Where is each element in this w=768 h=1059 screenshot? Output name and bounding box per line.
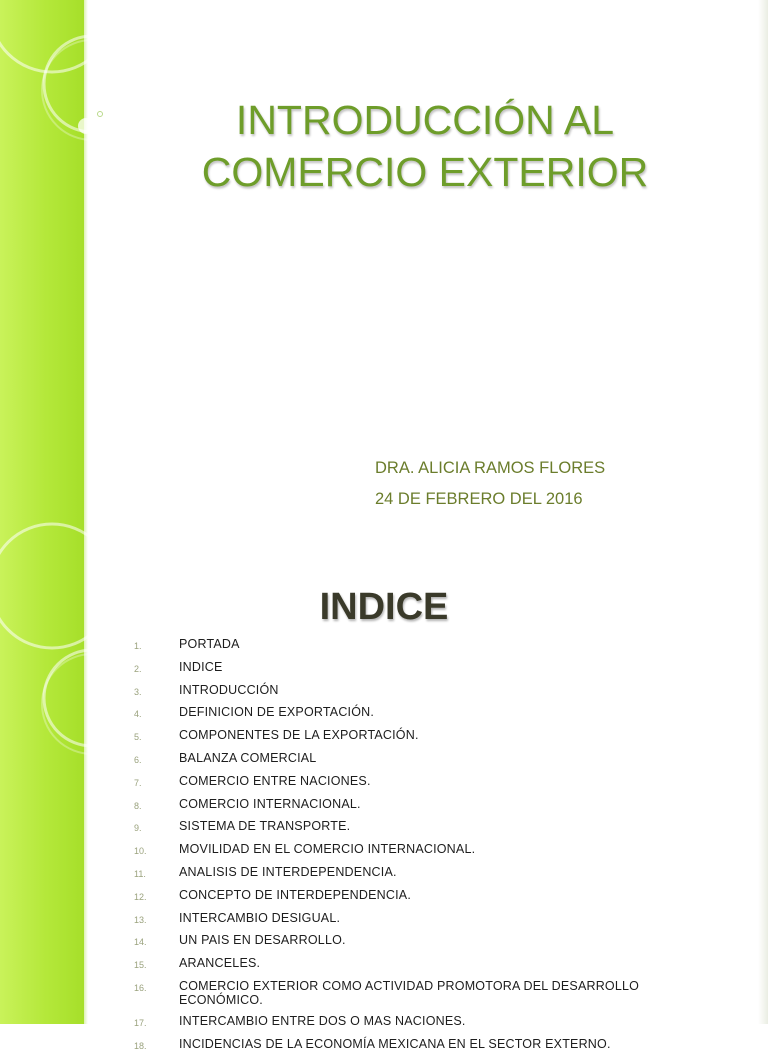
author-name: DRA. ALICIA RAMOS FLORES — [375, 459, 606, 477]
list-item-number: 2. — [134, 663, 142, 674]
list-item — [126, 933, 726, 949]
list-item — [126, 888, 726, 904]
slide-index — [0, 576, 768, 1051]
index-heading: INDICE — [319, 586, 449, 628]
list-item-number: 10. — [134, 846, 147, 857]
list-item — [126, 728, 726, 744]
list-item — [126, 865, 726, 881]
index-list — [126, 637, 726, 1059]
list-item-label: INDICE — [179, 659, 223, 674]
list-item-number: 18. — [134, 1040, 147, 1051]
list-item-label: UN PAIS EN DESARROLLO. — [179, 933, 346, 948]
list-item-number: 11. — [134, 868, 146, 879]
list-item — [126, 683, 726, 699]
circle-decoration-icon — [0, 0, 120, 260]
list-item — [126, 797, 726, 813]
title-line-1: INTRODUCCIÓN AL — [235, 97, 615, 143]
slide-edge-shadow — [758, 576, 768, 1024]
list-item — [126, 911, 726, 927]
list-item-label: COMPONENTES DE LA EXPORTACIÓN. — [179, 728, 419, 743]
list-item-label: COMERCIO INTERNACIONAL. — [179, 796, 361, 811]
list-item-label: CONCEPTO DE INTERDEPENDENCIA. — [179, 887, 411, 902]
list-item-number: 3. — [134, 686, 142, 697]
list-item — [126, 637, 726, 653]
list-item — [126, 751, 726, 767]
list-item-number: 15. — [134, 960, 147, 971]
list-item-label: PORTADA — [179, 637, 240, 651]
list-item-number: 1. — [134, 641, 142, 651]
list-item-label: ARANCELES. — [179, 956, 261, 971]
list-item-number: 14. — [134, 937, 147, 948]
list-item-number: 8. — [134, 800, 142, 811]
list-item-number: 16. — [134, 982, 147, 993]
presentation-date: 24 DE FEBRERO DEL 2016 — [375, 490, 583, 508]
list-item-number: 6. — [134, 754, 142, 765]
list-item — [126, 660, 726, 676]
list-item — [126, 705, 726, 721]
title-line-2: COMERCIO EXTERIOR — [201, 149, 649, 195]
list-item-label: COMERCIO EXTERIOR COMO ACTIVIDAD PROMOTORA DEL DESARROLLO ECONÓMICO. — [179, 978, 640, 1007]
list-item-number: 9. — [134, 823, 142, 834]
list-item-label: INTRODUCCIÓN — [179, 682, 279, 697]
list-item-label: ANALISIS DE INTERDEPENDENCIA. — [179, 864, 397, 879]
list-item-label: MOVILIDAD EN EL COMERCIO INTERNACIONAL. — [179, 842, 476, 857]
list-item-label: SISTEMA DE TRANSPORTE. — [179, 819, 351, 834]
list-item-label: BALANZA COMERCIAL — [179, 750, 317, 765]
list-item-number: 5. — [134, 732, 142, 743]
list-item-label: DEFINICION DE EXPORTACIÓN. — [179, 705, 375, 720]
list-item-label: INCIDENCIAS DE LA ECONOMÍA MEXICANA EN EL SECTOR EXTERNO. — [179, 1036, 611, 1051]
list-item — [126, 842, 726, 858]
list-item — [126, 819, 726, 835]
list-item — [126, 1014, 726, 1030]
list-item-label: COMERCIO ENTRE NACIONES. — [179, 773, 371, 788]
slide-edge-shadow — [758, 0, 768, 576]
list-item-number: 17. — [134, 1017, 147, 1028]
list-item — [126, 1037, 726, 1053]
list-item-number: 13. — [134, 914, 147, 925]
list-item — [126, 774, 726, 790]
list-item-number: 12. — [134, 891, 147, 902]
page-title — [140, 94, 710, 198]
list-item-number: 4. — [134, 709, 142, 720]
list-item — [126, 979, 726, 1007]
list-item — [126, 956, 726, 972]
list-item-label: INTERCAMBIO DESIGUAL. — [179, 910, 341, 925]
list-item-number: 7. — [134, 777, 142, 788]
list-item-label: INTERCAMBIO ENTRE DOS O MAS NACIONES. — [179, 1013, 466, 1028]
